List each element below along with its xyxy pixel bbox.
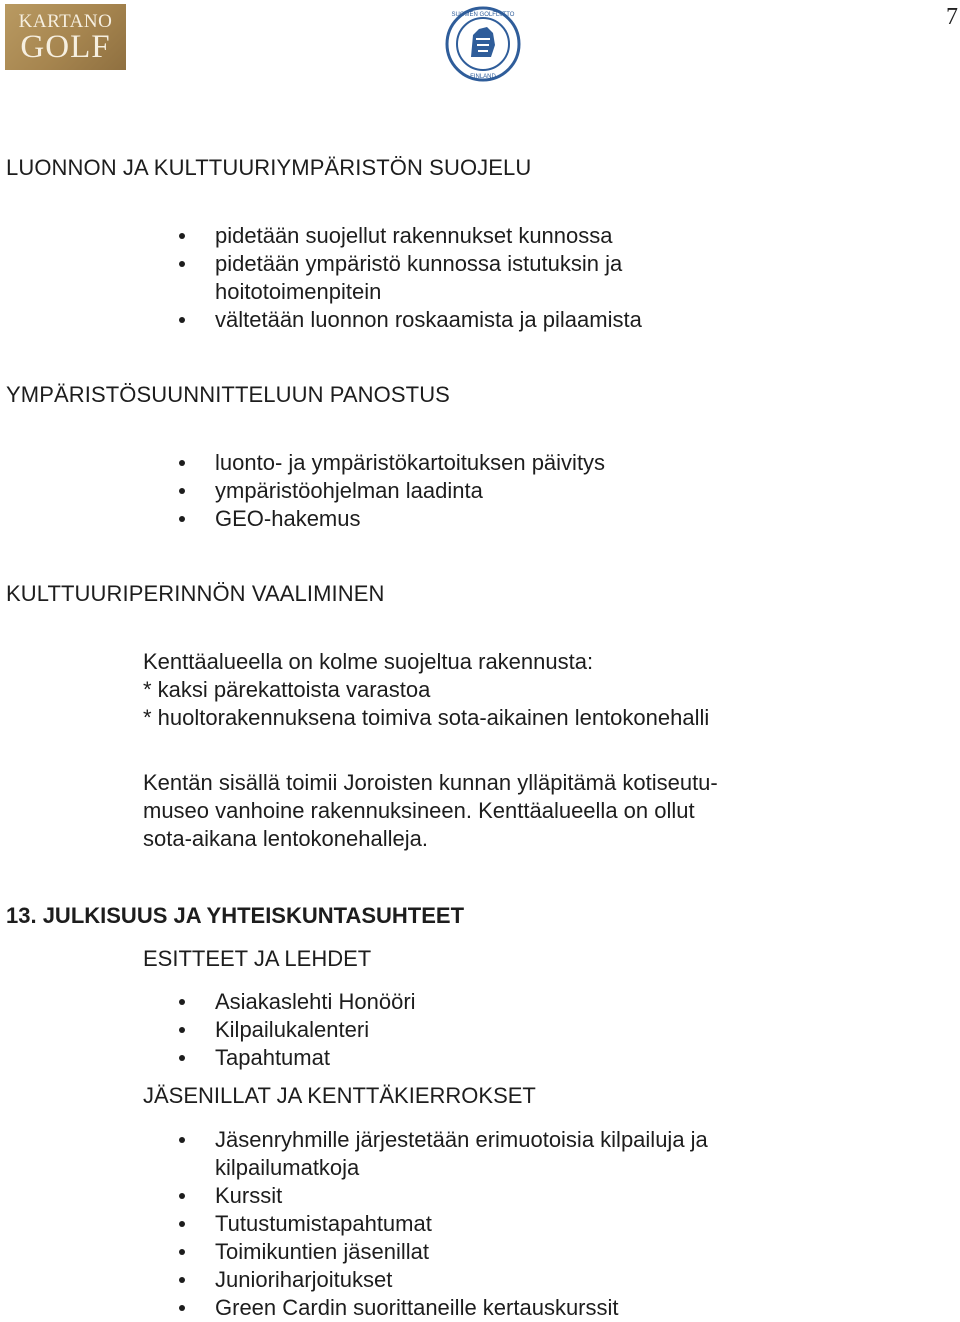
subsection-title-esitteet: ESITTEET JA LEHDET [143,946,372,971]
list-item: ympäristöohjelman laadinta [0,477,775,505]
bullet-icon [179,1193,185,1199]
kartano-golf-logo: KARTANO GOLF [5,4,126,70]
list-item: Toimikuntien jäsenillat [0,1238,775,1266]
section-title-kulttuuri: KULTTUURIPERINNÖN VAALIMINEN [6,581,385,606]
bullet-icon [179,233,185,239]
list-item: Tapahtumat [0,1044,775,1072]
list-item: Green Cardin suorittaneille kertauskurssit [0,1294,775,1322]
subsection-title-jasenillat: JÄSENILLAT JA KENTTÄKIERROKSET [143,1083,536,1108]
esitteet-list [0,988,775,1072]
bullet-icon [179,1305,185,1311]
bullet-icon [179,1277,185,1283]
kulttuuri-paragraph-1: Kenttäalueella on kolme suojeltua rakennusta: * kaksi pärekattoista varastoa * huoltorakennuksena toimiva sota-aikainen lentokonehalli [143,649,710,730]
bullet-icon [179,1137,185,1143]
svg-text:SUOMEN GOLFLIITTO: SUOMEN GOLFLIITTO [451,12,515,18]
list-item: Kilpailukalenteri [0,1016,775,1044]
page-number: 7 [946,4,958,30]
list-item: vältetään luonnon roskaamista ja pilaamista [0,306,775,334]
section-title-ymparisto: YMPÄRISTÖSUUNNITTELUUN PANOSTUS [6,382,450,407]
list-item: Junioriharjoitukset [0,1266,775,1294]
list-item: Kurssit [0,1182,775,1210]
bullet-icon [179,1055,185,1061]
section-title-julkisuus: 13. JULKISUUS JA YHTEISKUNTASUHTEET [6,903,465,928]
bullet-icon [179,1221,185,1227]
svg-text:FINLAND: FINLAND [470,74,496,80]
section-title-luonnon: LUONNON JA KULTTUURIYMPÄRISTÖN SUOJELU [6,155,532,180]
bullet-icon [179,317,185,323]
list-item: Jäsenryhmille järjestetään erimuotoisia kilpailuja ja kilpailumatkoja [0,1126,775,1182]
list-item: pidetään suojellut rakennukset kunnossa [0,222,775,250]
list-item: pidetään ympäristö kunnossa istutuksin ja hoitotoimenpitein [0,250,685,306]
list-item: luonto- ja ympäristökartoituksen päivitys [0,449,775,477]
list-item: Asiakaslehti Honööri [0,988,775,1016]
bullet-icon [179,516,185,522]
bullet-icon [179,1027,185,1033]
bullet-icon [179,261,185,267]
luonnon-list [0,222,775,334]
bullet-icon [179,1249,185,1255]
list-item: GEO-hakemus [0,505,775,533]
bullet-icon [179,460,185,466]
golf-federation-seal-icon [443,5,523,83]
list-item: Tutustumistapahtumat [0,1210,775,1238]
jasenillat-list [0,1126,775,1322]
bullet-icon [179,488,185,494]
bullet-icon [179,999,185,1005]
kulttuuri-paragraph-2: Kentän sisällä toimii Joroisten kunnan ylläpitämä kotiseutu- museo vanhoine rakennuksineen. Kenttäalueella on ollut sota-aikana lentokonehalleja. [143,770,718,851]
ymparisto-list [0,449,775,533]
